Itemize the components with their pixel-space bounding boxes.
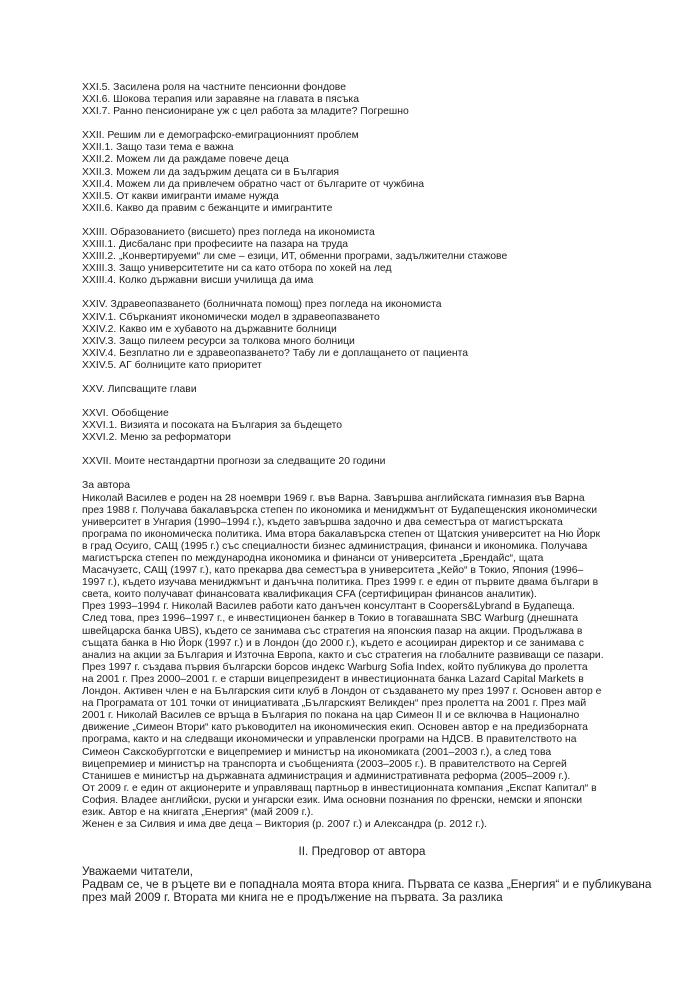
document-page	[82, 82, 652, 905]
preface-line: през май 2009 г. Втората ми книга не е продължение на първата. За разлика	[82, 890, 503, 905]
toc-entry: XXII.6. Какво да правим с бежанците и имигрантите	[82, 202, 333, 214]
preface-heading: II. Предговор от автора	[298, 844, 426, 859]
about-author-line: през 1988 г. Получава бакалавърска степен по икономика и мениджмънт от Будапещенския икономически	[82, 504, 598, 516]
toc-entry: XXIII.1. Дисбаланс при професиите на пазара на труда	[82, 239, 349, 251]
about-author-text	[82, 493, 642, 832]
preface-text	[82, 863, 652, 905]
toc-entry: XXIV.1. Сбърканият икономически модел в здравеопазването	[82, 311, 380, 323]
preface-section	[82, 844, 652, 905]
toc-entry: XXIII.4. Колко държавни висши училища да има	[82, 275, 314, 287]
toc-entry: XXII.4. Можем ли да привлечем обратно част от българите от чужбина	[82, 178, 425, 190]
toc-entry: XXII. Решим ли е демографско-емиграционният проблем	[82, 130, 359, 142]
toc-entry: XXII.2. Можем ли да раждаме повече деца	[82, 154, 289, 166]
toc-entry: XXIV.3. Защо пилеем ресурси за толкова много болници	[82, 335, 355, 347]
toc-entry: XXVI.1. Визията и посоката на България за бъдещето	[82, 420, 343, 432]
preface-line: Радвам се, че в ръцете ви е попаднала моята втора книга. Първата се казва „Енергия“ и е публикувана	[82, 876, 652, 891]
about-author-line: Масачузетс, САЩ (1997 г.), като прекарва два семестъра в университета „Кейо“ в Токио, Япония (1996–	[82, 565, 584, 577]
about-author-line: Лондон. Активен член е на Българския сити клуб в Лондон от създаването му през 1997 г. Основен автор е	[82, 686, 602, 698]
about-author-line: същата банка в Ню Йорк (1997 г.) и в Лондон (до 2000 г.), където е асоцииран директор и се занимава с	[82, 637, 584, 649]
toc-entry: XXI.7. Ранно пенсиониране уж с цел работа за младите? Погрешно	[82, 106, 409, 118]
toc-entry: XXIV. Здравеопазването (болничната помощ) през погледа на икономиста	[82, 299, 442, 311]
about-author-line: От 2009 г. е един от акционерите и управляващ партньор в инвестиционната компания „Експат Капитал“ в	[82, 782, 597, 794]
about-author-line: През 1997 г. създава първия български борсов индекс Warburg Sofia Index, който публикува до пролетта	[82, 661, 588, 673]
table-of-contents	[82, 82, 642, 468]
preface-line: Уважаеми читатели,	[82, 863, 194, 878]
toc-entry: XXIII. Образованието (висшето) през погледа на икономиста	[82, 226, 375, 238]
toc-gap	[82, 287, 642, 299]
toc-entry: XXII.3. Можем ли да задържим децата си в България	[82, 166, 340, 178]
about-author-line: швейцарска банка UBS), където се занимава със стратегия на японския пазар на акции. Продължава в	[82, 625, 583, 637]
toc-entry: XXII.5. От какви имигранти имаме нужда	[82, 190, 279, 202]
about-author-line: движение „Симеон Втори“ като ръководител на икономическия екип. Основен автор е на предизборната	[82, 722, 588, 734]
about-author-line: София. Владее английски, руски и унгарски език. Има основни познания по френски, немски и японски	[82, 794, 583, 806]
about-author-line: на 2001 г. През 2000–2001 г. е старши вицепрезидент в инвестиционната банка Lazard Capital Markets в	[82, 673, 584, 685]
about-author-line: програма по икономическа политика. Има втора бакалавърска степен от Щатския университет на Ню Йорк	[82, 528, 601, 540]
about-author-heading: За автора	[82, 480, 130, 492]
about-author-line: Николай Василев е роден на 28 ноември 1969 г. във Варна. Завършва английската гимназия във Варна	[82, 492, 585, 504]
toc-entry: XXVII. Моите нестандартни прогнози за следващите 20 години	[82, 456, 386, 468]
about-author-line: университет в Унгария (1990–1994 г.), където завършва задочно и два семестъра от магистърската	[82, 516, 563, 528]
about-author-line: След това, през 1996–1997 г., е инвестиционен банкер в Токио в тогавашната SBC Warburg (днешната	[82, 613, 578, 625]
toc-gap	[82, 396, 642, 408]
toc-entry: XXI.5. Засилена роля на частните пенсионни фондове	[82, 82, 346, 93]
about-author-line: 2001 г. Николай Василев се връща в България по покана на цар Симеон II и се включва в Национално	[82, 710, 580, 722]
toc-entry: XXIV.5. АГ болниците като приоритет	[82, 359, 262, 371]
toc-entry: XXI.6. Шокова терапия или заравяне на главата в пясъка	[82, 94, 359, 106]
about-author-line: програма, както и на следващи икономически и управленски програми на НДСВ. В правителството на	[82, 734, 577, 746]
about-author-line: Симеон Сакскобургготски е вицепремиер и министър на икономиката (2001–2003 г.), а след това	[82, 746, 552, 758]
about-author-line: в град Осуиго, САЩ (1995 г.) със специалности бизнес администрация, финанси и икономика. Получава	[82, 540, 588, 552]
about-author-line: език. Автор е на книгата „Енергия“ (май 2009 г.).	[82, 806, 314, 818]
toc-gap	[82, 118, 642, 130]
about-author-line: на Програмата от 101 точки от инициативата „Българският Великден“ през пролетта на 2001 г. През май	[82, 698, 587, 710]
toc-entry: XXIII.2. „Конвертируеми“ ли сме – езици, ИТ, обменни програми, задължителни стажове	[82, 251, 508, 263]
toc-entry: XXII.1. Защо тази тема е важна	[82, 142, 234, 154]
toc-gap	[82, 215, 642, 227]
about-author-line: вицепремиер и министър на транспорта и съобщенията (2003–2005 г.). В правителството на Сергей	[82, 758, 567, 770]
toc-entry: XXIII.3. Защо университетите ни са като отбора по хокей на лед	[82, 263, 392, 275]
about-author-section	[82, 480, 642, 831]
toc-gap	[82, 444, 642, 456]
toc-entry: XXIV.2. Какво им е хубавото на държавните болници	[82, 323, 337, 335]
toc-entry: XXIV.4. Безплатно ли е здравеопазването? Табу ли е доплащането от пациента	[82, 347, 469, 359]
about-author-line: 1997 г.), където изучава мениджмънт и данъчна политика. През 1999 г. е един от първите двама българи в	[82, 577, 599, 589]
about-author-line: магистърска степен по международна икономика и финанси от университета „Брендайс“, щата	[82, 553, 544, 564]
toc-entry: XXVI. Обобщение	[82, 408, 169, 420]
about-author-line: анализ на акции за България и Източна Европа, както и със стратегия на глобалните развиващи се пазари.	[82, 649, 604, 661]
about-author-line: света, които получават финансовата квалификация CFA (сертифициран финансов аналитик).	[82, 589, 537, 601]
about-author-line: Женен е за Силвия и има две деца – Виктория (р. 2007 г.) и Александра (р. 2012 г.).	[82, 819, 488, 831]
about-author-line: Станишев е министър на държавната администрация и административната реформа (2005–2009 г.).	[82, 770, 571, 782]
toc-entry: XXVI.2. Меню за реформатори	[82, 432, 231, 444]
toc-entry: XXV. Липсващите глави	[82, 383, 197, 395]
toc-gap	[82, 372, 642, 384]
about-author-line: През 1993–1994 г. Николай Василев работи като данъчен консултант в Coopers&Lybrand в Будапеща.	[82, 601, 575, 613]
